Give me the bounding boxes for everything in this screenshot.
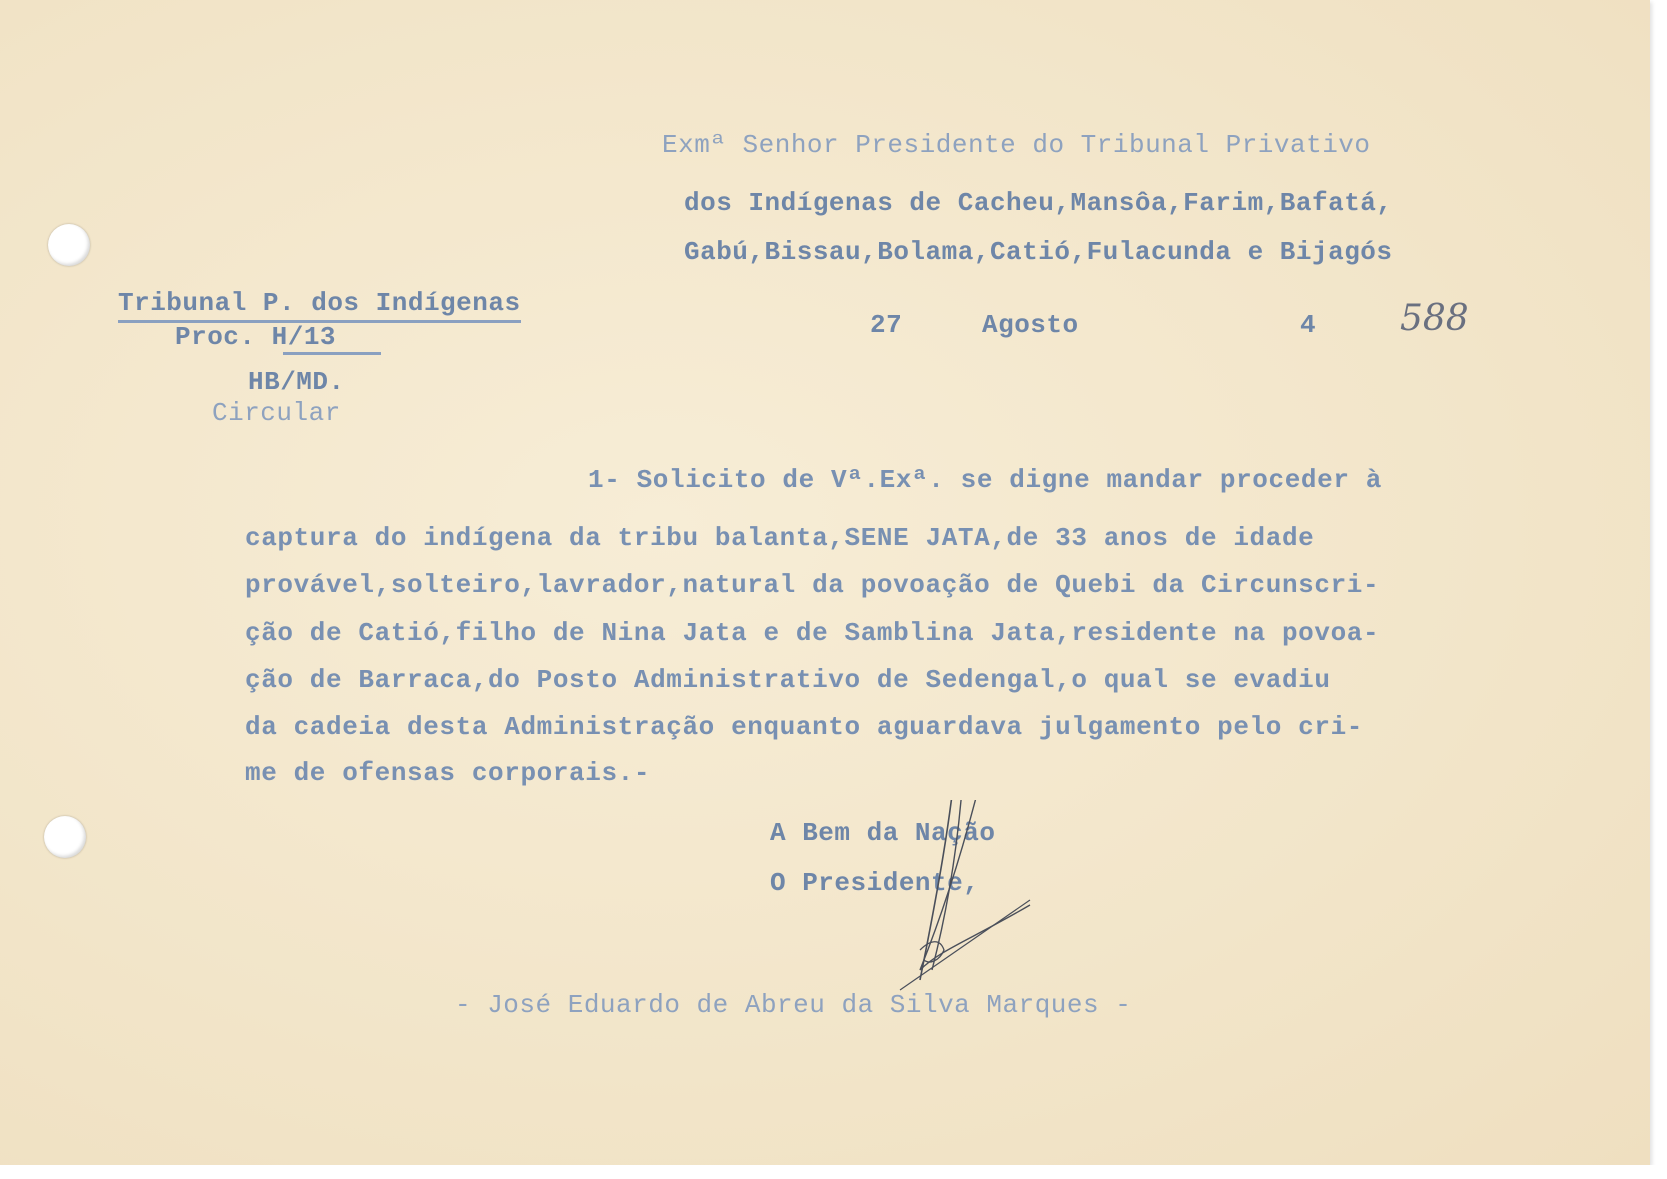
date-month: Agosto — [982, 310, 1079, 340]
addressee-line-1: Exmª Senhor Presidente do Tribunal Privativo — [662, 130, 1371, 160]
closing-line-1: A Bem da Nação — [770, 818, 996, 848]
body-line-4: ção de Catió,filho de Nina Jata e de Samblina Jata,residente na povoa- — [245, 618, 1380, 648]
punch-hole-top — [48, 224, 90, 266]
body-line-1: 1- Solicito de Vª.Exª. se digne mandar proceder à — [588, 465, 1382, 495]
body-line-5: ção de Barraca,do Posto Administrativo de Sedengal,o qual se evadiu — [245, 665, 1331, 695]
handwritten-number: 588 — [1400, 298, 1469, 339]
body-line-3: provável,solteiro,lavrador,natural da povoação de Quebi da Circunscri- — [245, 570, 1380, 600]
reference-office: Tribunal P. dos Indígenas — [118, 288, 521, 323]
proc-underline — [283, 352, 381, 355]
date-day: 27 — [870, 310, 903, 340]
addressee-line-3: Gabú,Bissau,Bolama,Catió,Fulacunda e Bijagós — [684, 237, 1393, 267]
punch-hole-bottom — [44, 816, 86, 858]
reference-type: Circular — [212, 398, 341, 428]
addressee-line-2: dos Indígenas de Cacheu,Mansôa,Farim,Bafatá, — [684, 188, 1393, 218]
body-line-2: captura do indígena da tribu balanta,SENE JATA,de 33 anos de idade — [245, 523, 1315, 553]
body-line-6: da cadeia desta Administração enquanto aguardava julgamento pelo cri- — [245, 712, 1363, 742]
reference-proc: Proc. H/13 — [175, 322, 337, 352]
signatory-name: - José Eduardo de Abreu da Silva Marques - — [455, 990, 1132, 1020]
handwritten-signature-icon — [880, 800, 1040, 1000]
body-line-7: me de ofensas corporais.- — [245, 758, 651, 788]
scan-margin — [0, 1165, 1667, 1179]
date-year: 4 — [1300, 310, 1317, 340]
reference-initials: HB/MD. — [248, 367, 345, 397]
closing-line-2: O Presidente, — [770, 868, 980, 898]
